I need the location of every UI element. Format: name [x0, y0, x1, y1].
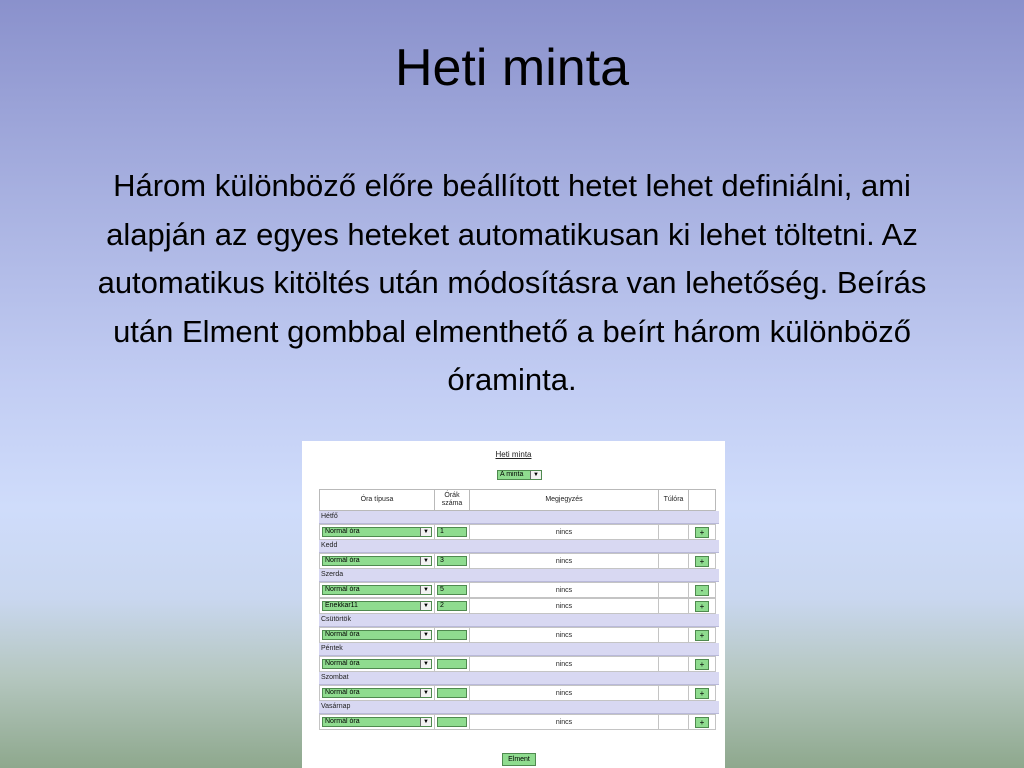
- chevron-down-icon: ▼: [420, 660, 431, 668]
- table-header: [319, 489, 719, 511]
- day-header: Szerda: [319, 569, 719, 582]
- chevron-down-icon: ▼: [420, 718, 431, 726]
- remove-row-button[interactable]: -: [695, 585, 709, 596]
- chevron-down-icon: ▼: [420, 528, 431, 536]
- lesson-type-select[interactable]: [322, 659, 432, 669]
- lesson-type-select[interactable]: [322, 527, 432, 537]
- type-cell: [319, 582, 435, 598]
- note-cell: nincs: [469, 656, 659, 672]
- overtime-cell: [658, 553, 689, 569]
- add-row-button[interactable]: +: [695, 659, 709, 670]
- table-row: [319, 582, 719, 598]
- overtime-cell: [658, 714, 689, 730]
- type-cell: [319, 627, 435, 643]
- note-cell: nincs: [469, 553, 659, 569]
- lesson-type-value: Énekkar11: [325, 602, 358, 609]
- add-row-button[interactable]: +: [695, 601, 709, 612]
- lesson-type-select[interactable]: [322, 717, 432, 727]
- type-cell: [319, 524, 435, 540]
- overtime-cell: [658, 598, 689, 614]
- action-cell: [688, 685, 716, 701]
- column-header-type: Óra típusa: [319, 489, 435, 511]
- day-header: Szombat: [319, 672, 719, 685]
- note-cell: nincs: [469, 582, 659, 598]
- add-row-button[interactable]: +: [695, 688, 709, 699]
- column-header-note: Megjegyzés: [469, 489, 659, 511]
- lesson-count-input[interactable]: 1: [437, 527, 467, 537]
- table-row: [319, 685, 719, 701]
- day-header: Péntek: [319, 643, 719, 656]
- lesson-type-select[interactable]: [322, 601, 432, 611]
- day-header: Hétfő: [319, 511, 719, 524]
- lesson-count-input[interactable]: [437, 630, 467, 640]
- day-header: Kedd: [319, 540, 719, 553]
- action-cell: [688, 714, 716, 730]
- lesson-count-input[interactable]: 5: [437, 585, 467, 595]
- count-cell: [434, 714, 470, 730]
- lesson-count-input[interactable]: 2: [437, 601, 467, 611]
- add-row-button[interactable]: +: [695, 527, 709, 538]
- type-cell: [319, 598, 435, 614]
- type-cell: [319, 714, 435, 730]
- slide-body-text: Három különböző előre beállított hetet lehet definiálni, ami alapján az egyes heteket automatikusan ki lehet töltetni. Az automatikus kitöltés után módosításra van lehetőség. Beírás után Elment gombbal elmenthető a beírt három különböző óraminta.: [97, 168, 927, 397]
- add-row-button[interactable]: +: [695, 556, 709, 567]
- lesson-type-value: Normál óra: [325, 689, 360, 696]
- day-rows: [319, 511, 719, 730]
- note-cell: nincs: [469, 524, 659, 540]
- action-cell: [688, 553, 716, 569]
- column-header-overtime: Túlóra: [658, 489, 689, 511]
- overtime-cell: [658, 685, 689, 701]
- chevron-down-icon: ▼: [420, 557, 431, 565]
- count-cell: [434, 627, 470, 643]
- add-row-button[interactable]: +: [695, 630, 709, 641]
- lesson-type-value: Normál óra: [325, 528, 360, 535]
- table-row: [319, 627, 719, 643]
- lesson-count-input[interactable]: [437, 717, 467, 727]
- table-row: [319, 714, 719, 730]
- column-header-action: [688, 489, 716, 511]
- action-cell: [688, 656, 716, 672]
- overtime-cell: [658, 524, 689, 540]
- slide-title: Heti minta: [394, 39, 630, 97]
- save-button[interactable]: Elment: [502, 753, 536, 766]
- lesson-type-select[interactable]: [322, 688, 432, 698]
- count-cell: [434, 598, 470, 614]
- lesson-type-value: Normál óra: [325, 631, 360, 638]
- type-cell: [319, 553, 435, 569]
- lesson-type-value: Normál óra: [325, 660, 360, 667]
- overtime-cell: [658, 627, 689, 643]
- table-row: [319, 524, 719, 540]
- type-cell: [319, 656, 435, 672]
- chevron-down-icon: ▼: [420, 689, 431, 697]
- note-cell: nincs: [469, 685, 659, 701]
- chevron-down-icon: ▼: [420, 602, 431, 610]
- weekly-pattern-form: [302, 441, 725, 768]
- pattern-select[interactable]: [497, 470, 542, 480]
- lesson-type-value: Normál óra: [325, 586, 360, 593]
- form-title-link[interactable]: Heti minta: [495, 450, 532, 459]
- overtime-cell: [658, 582, 689, 598]
- action-cell: [688, 524, 716, 540]
- lesson-type-select[interactable]: [322, 556, 432, 566]
- schedule-table: [319, 489, 719, 730]
- type-cell: [319, 685, 435, 701]
- chevron-down-icon: ▼: [530, 471, 541, 479]
- note-cell: nincs: [469, 627, 659, 643]
- overtime-cell: [658, 656, 689, 672]
- add-row-button[interactable]: +: [695, 717, 709, 728]
- note-cell: nincs: [469, 598, 659, 614]
- action-cell: [688, 627, 716, 643]
- count-cell: [434, 656, 470, 672]
- chevron-down-icon: ▼: [420, 631, 431, 639]
- lesson-type-value: Normál óra: [325, 557, 360, 564]
- table-row: [319, 553, 719, 569]
- note-cell: nincs: [469, 714, 659, 730]
- lesson-type-select[interactable]: [322, 585, 432, 595]
- day-header: Vasárnap: [319, 701, 719, 714]
- table-row: [319, 598, 719, 614]
- action-cell: [688, 582, 716, 598]
- count-cell: [434, 685, 470, 701]
- day-header: Csütörtök: [319, 614, 719, 627]
- pattern-select-value: A minta: [500, 471, 524, 478]
- count-cell: [434, 553, 470, 569]
- table-row: [319, 656, 719, 672]
- column-header-count: Órák száma: [434, 489, 470, 511]
- lesson-count-input[interactable]: 3: [437, 556, 467, 566]
- action-cell: [688, 598, 716, 614]
- count-cell: [434, 524, 470, 540]
- lesson-count-input[interactable]: [437, 659, 467, 669]
- lesson-type-select[interactable]: [322, 630, 432, 640]
- lesson-type-value: Normál óra: [325, 718, 360, 725]
- count-cell: [434, 582, 470, 598]
- lesson-count-input[interactable]: [437, 688, 467, 698]
- chevron-down-icon: ▼: [420, 586, 431, 594]
